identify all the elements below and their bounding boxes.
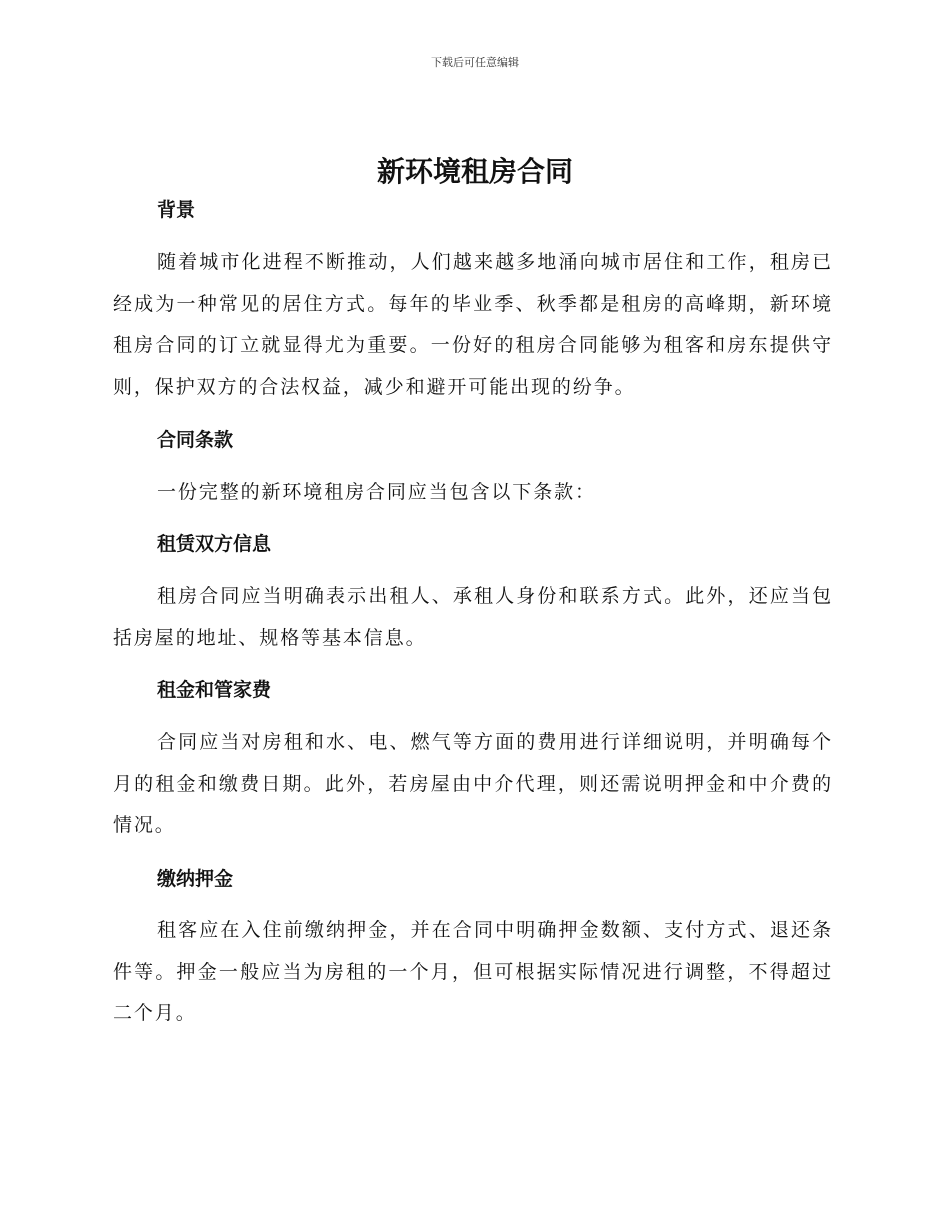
section-paragraph-parties-info: 租房合同应当明确表示出租人、承租人身份和联系方式。此外，还应当包括房屋的地址、规格等基本信息。	[113, 585, 833, 649]
section-heading-parties-info: 租赁双方信息	[157, 533, 272, 555]
section-heading-background: 背景	[157, 199, 196, 221]
section-heading-contract-terms: 合同条款	[157, 429, 234, 451]
section-heading-rent-and-fees: 租金和管家费	[157, 679, 272, 701]
section-paragraph-rent-and-fees: 合同应当对房租和水、电、燃气等方面的费用进行详细说明，并明确每个月的租金和缴费日期。此外，若房屋由中介代理，则还需说明押金和中介费的情况。	[113, 731, 833, 836]
section-heading-deposit: 缴纳押金	[157, 868, 234, 890]
section-paragraph-contract-terms: 一份完整的新环境租房合同应当包含以下条款：	[157, 481, 596, 503]
header-note: 下载后可任意编辑	[431, 56, 519, 69]
section-paragraph-background: 随着城市化进程不断推动，人们越来越多地涌向城市居住和工作，租房已经成为一种常见的居住方式。每年的毕业季、秋季都是租房的高峰期，新环境租房合同的订立就显得尤为重要。一份好的租房合同能够为租客和房东提供守则，保护双方的合法权益，减少和避开可能出现的纷争。	[113, 251, 833, 398]
section-paragraph-deposit: 租客应在入住前缴纳押金，并在合同中明确押金数额、支付方式、退还条件等。押金一般应当为房租的一个月，但可根据实际情况进行调整，不得超过二个月。	[113, 919, 833, 1024]
document-title: 新环境租房合同	[376, 155, 573, 188]
